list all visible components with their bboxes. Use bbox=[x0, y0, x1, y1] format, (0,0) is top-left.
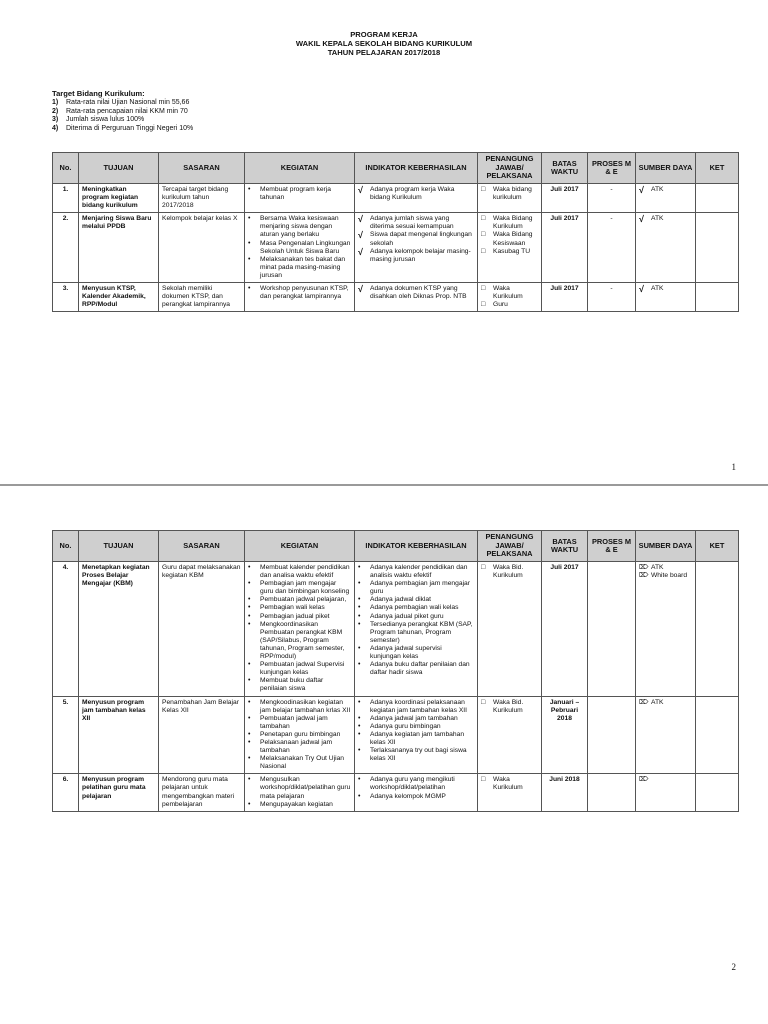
indikator-text: Adanya pembagian wali kelas bbox=[370, 604, 459, 612]
bullet-icon: • bbox=[358, 644, 361, 652]
bullet-icon: • bbox=[358, 620, 361, 628]
row-sasaran: Penambahan Jam Belajar Kelas XII bbox=[159, 696, 245, 774]
indikator-text: Terlaksananya try out bagi siswa kelas XII bbox=[370, 747, 467, 763]
kegiatan-item bbox=[248, 755, 351, 771]
row-tujuan: Menjaring Siswa Baru melalui PPDB bbox=[79, 213, 159, 283]
bullet-icon: • bbox=[248, 239, 251, 247]
indikator-text: Adanya kelompok MGMP bbox=[370, 792, 446, 800]
header-col-proses: PROSES M & E bbox=[588, 531, 636, 562]
indikator-item bbox=[358, 747, 474, 763]
kegiatan-item bbox=[248, 580, 351, 596]
header-col-indikator: INDIKATOR KEBERHASILAN bbox=[355, 153, 478, 184]
target-number: 3) bbox=[52, 116, 59, 124]
bullet-icon: • bbox=[248, 596, 251, 604]
pj-text: Kasubag TU bbox=[493, 247, 531, 255]
header-col-tujuan: TUJUAN bbox=[79, 153, 159, 184]
checkbox-square-icon: □ bbox=[481, 698, 486, 706]
row-batas-waktu: Januari – Pebruari 2018 bbox=[542, 696, 588, 774]
kegiatan-item bbox=[248, 621, 351, 661]
target-heading: Target Bidang Kurikulum: bbox=[52, 89, 145, 98]
header-col-kegiatan: KEGIATAN bbox=[245, 531, 355, 562]
row-number: 1. bbox=[53, 184, 79, 213]
bullet-icon: • bbox=[248, 661, 251, 669]
row-sumber-daya bbox=[636, 184, 696, 213]
target-list bbox=[52, 90, 193, 133]
check-icon: √ bbox=[358, 230, 363, 241]
row-indikator bbox=[355, 562, 478, 697]
target-item bbox=[52, 116, 193, 124]
indikator-item bbox=[358, 776, 474, 792]
kegiatan-text: Membuat program kerja tahunan bbox=[260, 186, 331, 202]
kegiatan-item bbox=[248, 776, 351, 800]
target-text: Jumlah siswa lulus 100% bbox=[66, 116, 145, 124]
row-indikator bbox=[355, 213, 478, 283]
pointer-icon: ⌦ bbox=[639, 564, 649, 571]
sumber-item bbox=[639, 699, 692, 707]
bullet-icon: • bbox=[358, 730, 361, 738]
checkbox-square-icon: □ bbox=[481, 186, 486, 193]
kegiatan-item bbox=[248, 739, 351, 755]
pj-text: Waka bidang kurikulum bbox=[493, 186, 532, 202]
pj-item bbox=[481, 215, 538, 231]
kegiatan-text: Mengusulkan workshop/diklat/pelatihan guru mata pelajaran bbox=[260, 776, 351, 800]
pj-text: Waka Bidang Kesiswaan bbox=[493, 231, 533, 247]
pj-item bbox=[481, 231, 538, 247]
kegiatan-item bbox=[248, 256, 351, 280]
bullet-icon: • bbox=[358, 776, 361, 784]
header-col-ket: KET bbox=[696, 153, 739, 184]
sumber-text: ATK bbox=[651, 564, 664, 571]
checkbox-square-icon: □ bbox=[481, 231, 486, 239]
table-row bbox=[53, 562, 739, 697]
check-icon: √ bbox=[358, 246, 363, 257]
indikator-item bbox=[358, 186, 474, 202]
kegiatan-text: Penetapan guru bimbingan bbox=[260, 730, 341, 738]
bullet-icon: • bbox=[248, 730, 251, 738]
kegiatan-text: Mengkoodinasikan kegiatan jam belajar tambahan krlas XII bbox=[260, 698, 351, 714]
check-icon: √ bbox=[639, 214, 644, 225]
row-ket bbox=[696, 213, 739, 283]
row-proses bbox=[588, 774, 636, 811]
indikator-text: Adanya pembagian jam mengajar guru bbox=[370, 580, 471, 596]
kegiatan-item bbox=[248, 604, 351, 612]
pj-text: Waka Bid. Kurikulum bbox=[493, 564, 524, 580]
bullet-icon: • bbox=[248, 677, 251, 685]
pj-item bbox=[481, 301, 538, 309]
target-item bbox=[52, 99, 193, 107]
indikator-item bbox=[358, 621, 474, 645]
kegiatan-item bbox=[248, 661, 351, 677]
sumber-item bbox=[639, 572, 692, 580]
table-row bbox=[53, 696, 739, 774]
program-table-page-1 bbox=[52, 152, 739, 312]
header-col-kegiatan: KEGIATAN bbox=[245, 153, 355, 184]
checkbox-square-icon: □ bbox=[481, 247, 486, 255]
row-indikator bbox=[355, 283, 478, 312]
table-row bbox=[53, 184, 739, 213]
kegiatan-text: Pembuatan jadwal jam tambahan bbox=[260, 714, 328, 730]
indikator-text: Adanya program kerja Waka bidang Kurikulum bbox=[370, 186, 455, 202]
table-header-row bbox=[53, 153, 739, 184]
table-row bbox=[53, 213, 739, 283]
kegiatan-text: Pembagian wali kelas bbox=[260, 604, 325, 612]
pj-item bbox=[481, 248, 538, 256]
header-col-batas-waktu: BATAS WAKTU bbox=[542, 531, 588, 562]
kegiatan-text: Pembagian jam mengajar guru dan bimbingan konseling bbox=[260, 580, 350, 596]
indikator-text: Adanya dokumen KTSP yang disahkan oleh Diknas Prop. NTB bbox=[370, 285, 467, 301]
title-line-3: TAHUN PELAJARAN 2017/2018 bbox=[327, 48, 441, 57]
pj-text: Waka Kurikulum bbox=[493, 285, 523, 301]
indikator-text: Adanya jadwal diklat bbox=[370, 596, 431, 604]
bullet-icon: • bbox=[248, 612, 251, 620]
row-tujuan: Menetapkan kegiatan Proses Belajar Mengajar (KBM) bbox=[79, 562, 159, 697]
row-proses: - bbox=[588, 283, 636, 312]
kegiatan-item bbox=[248, 215, 351, 239]
kegiatan-item bbox=[248, 801, 351, 809]
document-page-2 bbox=[0, 486, 768, 1024]
checkbox-square-icon: □ bbox=[481, 301, 486, 309]
bullet-icon: • bbox=[248, 285, 251, 293]
check-icon: √ bbox=[358, 214, 363, 225]
row-sasaran: Mendorong guru mata pelajaran untuk mengembangkan materi pembelajaran bbox=[159, 774, 245, 811]
bullet-icon: • bbox=[358, 580, 361, 588]
indikator-item bbox=[358, 285, 474, 301]
document-page-1 bbox=[0, 0, 768, 486]
indikator-item bbox=[358, 793, 474, 801]
indikator-item bbox=[358, 564, 474, 580]
header-col-ket: KET bbox=[696, 531, 739, 562]
indikator-text: Adanya kelompok belajar masing-masing jurusan bbox=[370, 247, 471, 263]
bullet-icon: • bbox=[358, 714, 361, 722]
row-tujuan: Meningkatkan program kegiatan bidang kurikulum bbox=[79, 184, 159, 213]
row-penanggung-jawab bbox=[478, 562, 542, 697]
target-item bbox=[52, 125, 193, 133]
table-header-row bbox=[53, 531, 739, 562]
kegiatan-text: Pembuatan jadwal pelajaran, bbox=[260, 596, 347, 604]
row-sumber-daya bbox=[636, 213, 696, 283]
header-col-no: No. bbox=[53, 153, 79, 184]
checkbox-square-icon: □ bbox=[481, 215, 486, 223]
header-col-indikator: INDIKATOR KEBERHASILAN bbox=[355, 531, 478, 562]
pj-text: Waka Kurikulum bbox=[493, 776, 523, 792]
check-icon: √ bbox=[639, 284, 644, 295]
kegiatan-text: Pembuatan jadwal Supervisi kunjungan kelas bbox=[260, 661, 345, 677]
bullet-icon: • bbox=[358, 604, 361, 612]
sumber-item bbox=[639, 776, 692, 784]
sumber-text: ATK bbox=[651, 186, 664, 193]
row-kegiatan bbox=[245, 562, 355, 697]
row-penanggung-jawab bbox=[478, 774, 542, 811]
header-col-sasaran: SASARAN bbox=[159, 153, 245, 184]
indikator-text: Adanya jadwal supervisi kunjungan kelas bbox=[370, 644, 442, 661]
row-indikator bbox=[355, 696, 478, 774]
kegiatan-text: Membuat kalender pendidikan dan analisa waktu efektif bbox=[260, 564, 350, 580]
row-kegiatan bbox=[245, 213, 355, 283]
table-row bbox=[53, 774, 739, 811]
indikator-text: Adanya jadwal jam tambahan bbox=[370, 714, 458, 722]
kegiatan-text: Melaksanakan tes bakat dan minat pada masing-masing jurusan bbox=[260, 255, 346, 279]
bullet-icon: • bbox=[248, 620, 251, 628]
title-line-2: WAKIL KEPALA SEKOLAH BIDANG KURIKULUM bbox=[295, 39, 473, 48]
checkbox-square-icon: □ bbox=[481, 776, 486, 784]
pj-item bbox=[481, 285, 538, 301]
sumber-text: ATK bbox=[651, 698, 664, 706]
indikator-item bbox=[358, 604, 474, 612]
kegiatan-text: Masa Pengenalan Lingkungan Sekolah Untuk Siswa Baru bbox=[260, 239, 351, 255]
row-sumber-daya bbox=[636, 283, 696, 312]
checkbox-square-icon: □ bbox=[481, 564, 486, 571]
row-ket bbox=[696, 696, 739, 774]
indikator-text: Adanya koordinasi pelaksanaan kegiatan jam tambahan kelas XII bbox=[370, 698, 468, 714]
bullet-icon: • bbox=[248, 580, 251, 588]
bullet-icon: • bbox=[358, 564, 361, 571]
kegiatan-item bbox=[248, 564, 351, 580]
indikator-item bbox=[358, 645, 474, 661]
pj-item bbox=[481, 564, 538, 580]
header-col-sumber-daya: SUMBER DAYA bbox=[636, 531, 696, 562]
row-tujuan: Menyusun KTSP, Kalender Akademik, RPP/Modul bbox=[79, 283, 159, 312]
row-indikator bbox=[355, 184, 478, 213]
kegiatan-item bbox=[248, 677, 351, 693]
indikator-text: Adanya kegiatan jam tambahan kelas XII bbox=[370, 730, 465, 746]
indikator-item bbox=[358, 596, 474, 604]
header-col-sasaran: SASARAN bbox=[159, 531, 245, 562]
kegiatan-text: Bersama Waka kesiswaan menjaring siswa dengan aturan yang berlaku bbox=[260, 215, 339, 239]
row-proses bbox=[588, 562, 636, 697]
indikator-item bbox=[358, 580, 474, 596]
sumber-item bbox=[639, 285, 692, 294]
row-number: 4. bbox=[53, 562, 79, 697]
header-col-penanggung-jawab: PENANGUNG JAWAB/ PELAKSANA bbox=[478, 531, 542, 562]
target-text: Rata-rata pencapaian nilai KKM min 70 bbox=[66, 107, 188, 115]
row-kegiatan bbox=[245, 774, 355, 811]
kegiatan-text: Mengkoordinasikan Pembuatan perangkat KBM (SAP/Silabus, Program tahunan, Program semester, RPP/modul) bbox=[260, 620, 345, 661]
row-sumber-daya bbox=[636, 774, 696, 811]
bullet-icon: • bbox=[248, 714, 251, 722]
document-title bbox=[0, 30, 768, 57]
kegiatan-item bbox=[248, 699, 351, 715]
row-batas-waktu: Juli 2017 bbox=[542, 213, 588, 283]
row-penanggung-jawab bbox=[478, 213, 542, 283]
kegiatan-text: Melaksanakan Try Out Ujian Nasional bbox=[260, 755, 345, 771]
bullet-icon: • bbox=[248, 564, 251, 571]
row-batas-waktu: Juli 2017 bbox=[542, 184, 588, 213]
indikator-item bbox=[358, 231, 474, 247]
row-tujuan: Menyusun program pelatihan guru mata pelajaran bbox=[79, 774, 159, 811]
bullet-icon: • bbox=[248, 255, 251, 263]
bullet-icon: • bbox=[358, 747, 361, 755]
check-icon: √ bbox=[358, 284, 363, 295]
pj-text: Waka Bidang Kurikulum bbox=[493, 215, 533, 231]
target-item bbox=[52, 108, 193, 116]
kegiatan-text: Pembagian jadual piket bbox=[260, 612, 330, 620]
row-tujuan: Menyusun program jam tambahan kelas XII bbox=[79, 696, 159, 774]
program-table-page-2 bbox=[52, 530, 739, 812]
indikator-text: Adanya guru yang mengikuti workshop/diklat/pelatihan bbox=[370, 776, 455, 792]
kegiatan-text: Workshop penyusunan KTSP, dan perangkat lampirannya bbox=[260, 285, 349, 301]
row-kegiatan bbox=[245, 184, 355, 213]
check-icon: √ bbox=[639, 185, 644, 195]
bullet-icon: • bbox=[358, 661, 361, 669]
row-ket bbox=[696, 562, 739, 697]
check-icon: √ bbox=[358, 185, 363, 195]
row-sasaran: Tercapai target bidang kurikulum tahun 2017/2018 bbox=[159, 184, 245, 213]
bullet-icon: • bbox=[248, 698, 251, 706]
sumber-text: ATK bbox=[651, 215, 664, 223]
bullet-icon: • bbox=[248, 755, 251, 763]
kegiatan-text: Pelaksanaan jadwal jam tambahan bbox=[260, 738, 333, 755]
pj-item bbox=[481, 186, 538, 202]
header-col-batas-waktu: BATAS WAKTU bbox=[542, 153, 588, 184]
pj-item bbox=[481, 776, 538, 792]
sumber-text: White board bbox=[651, 572, 688, 580]
indikator-item bbox=[358, 723, 474, 731]
bullet-icon: • bbox=[248, 800, 251, 808]
pj-text: Guru bbox=[493, 301, 508, 309]
row-number: 2. bbox=[53, 213, 79, 283]
kegiatan-item bbox=[248, 731, 351, 739]
pointer-icon: ⌦ bbox=[639, 776, 649, 784]
kegiatan-item bbox=[248, 613, 351, 621]
bullet-icon: • bbox=[358, 698, 361, 706]
row-proses bbox=[588, 696, 636, 774]
header-col-proses: PROSES M & E bbox=[588, 153, 636, 184]
sumber-item bbox=[639, 215, 692, 224]
checkbox-square-icon: □ bbox=[481, 285, 486, 293]
row-proses: - bbox=[588, 213, 636, 283]
kegiatan-text: Membuat buku daftar penilaian siswa bbox=[260, 677, 324, 693]
row-ket bbox=[696, 283, 739, 312]
row-penanggung-jawab bbox=[478, 696, 542, 774]
row-batas-waktu: Juli 2017 bbox=[542, 562, 588, 697]
indikator-text: Siswa dapat mengenal lingkungan sekolah bbox=[370, 231, 472, 247]
pj-text: Waka Bid. Kurikulum bbox=[493, 698, 524, 714]
row-batas-waktu: Juni 2018 bbox=[542, 774, 588, 811]
indikator-text: Adanya jadual piket guru bbox=[370, 612, 444, 620]
bullet-icon: • bbox=[248, 604, 251, 612]
indikator-item bbox=[358, 613, 474, 621]
row-number: 5. bbox=[53, 696, 79, 774]
header-col-tujuan: TUJUAN bbox=[79, 531, 159, 562]
header-col-no: No. bbox=[53, 531, 79, 562]
row-sumber-daya bbox=[636, 696, 696, 774]
row-batas-waktu: Juli 2017 bbox=[542, 283, 588, 312]
kegiatan-text: Mengupayakan kegiatan bbox=[260, 800, 333, 808]
bullet-icon: • bbox=[248, 215, 251, 223]
page-number: 1 bbox=[731, 462, 736, 472]
row-penanggung-jawab bbox=[478, 283, 542, 312]
indikator-text: Adanya buku daftar penilaian dan daftar hadir siswa bbox=[370, 661, 470, 677]
row-penanggung-jawab bbox=[478, 184, 542, 213]
row-sasaran: Kelompok belajar kelas X bbox=[159, 213, 245, 283]
indikator-item bbox=[358, 215, 474, 231]
row-number: 3. bbox=[53, 283, 79, 312]
kegiatan-item bbox=[248, 715, 351, 731]
row-kegiatan bbox=[245, 696, 355, 774]
title-line-1: PROGRAM KERJA bbox=[350, 30, 418, 39]
target-number: 4) bbox=[52, 124, 59, 132]
indikator-item bbox=[358, 661, 474, 677]
target-text: Diterima di Perguruan Tinggi Negeri 10% bbox=[66, 124, 194, 132]
pointer-icon: ⌦ bbox=[639, 698, 649, 706]
bullet-icon: • bbox=[358, 722, 361, 730]
kegiatan-item bbox=[248, 240, 351, 256]
row-ket bbox=[696, 774, 739, 811]
indikator-item bbox=[358, 715, 474, 723]
indikator-text: Adanya jumlah siswa yang diterima sesuai kemampuan bbox=[370, 215, 454, 231]
bullet-icon: • bbox=[358, 792, 361, 800]
header-col-penanggung-jawab: PENANGUNG JAWAB/ PELAKSANA bbox=[478, 153, 542, 184]
sumber-text: ATK bbox=[651, 285, 664, 293]
table-row bbox=[53, 283, 739, 312]
page-number: 2 bbox=[731, 962, 736, 972]
row-kegiatan bbox=[245, 283, 355, 312]
target-number: 2) bbox=[52, 107, 59, 115]
bullet-icon: • bbox=[358, 596, 361, 604]
indikator-item bbox=[358, 731, 474, 747]
indikator-item bbox=[358, 699, 474, 715]
indikator-item bbox=[358, 248, 474, 264]
bullet-icon: • bbox=[248, 776, 251, 784]
row-ket bbox=[696, 184, 739, 213]
indikator-text: Adanya guru bimbingan bbox=[370, 722, 441, 730]
indikator-text: Adanya kalender pendidikan dan analisis waktu efektif bbox=[370, 564, 468, 580]
row-sumber-daya bbox=[636, 562, 696, 697]
bullet-icon: • bbox=[358, 612, 361, 620]
row-number: 6. bbox=[53, 774, 79, 811]
sumber-item bbox=[639, 564, 692, 572]
row-proses: - bbox=[588, 184, 636, 213]
pj-item bbox=[481, 699, 538, 715]
row-indikator bbox=[355, 774, 478, 811]
target-text: Rata-rata nilai Ujian Nasional min 55,66 bbox=[66, 99, 190, 107]
target-number: 1) bbox=[52, 99, 59, 107]
kegiatan-item bbox=[248, 285, 351, 301]
header-col-sumber-daya: SUMBER DAYA bbox=[636, 153, 696, 184]
kegiatan-item bbox=[248, 596, 351, 604]
pointer-icon: ⌦ bbox=[639, 572, 649, 580]
row-sasaran: Sekolah memiliki dokumen KTSP, dan perangkat lampirannya bbox=[159, 283, 245, 312]
kegiatan-item bbox=[248, 186, 351, 202]
sumber-item bbox=[639, 186, 692, 195]
bullet-icon: • bbox=[248, 738, 251, 746]
row-sasaran: Guru dapat melaksanakan kegiatan KBM bbox=[159, 562, 245, 697]
indikator-text: Tersedianya perangkat KBM (SAP, Program tahunan, Program semester) bbox=[370, 620, 473, 644]
bullet-icon: • bbox=[248, 186, 251, 193]
